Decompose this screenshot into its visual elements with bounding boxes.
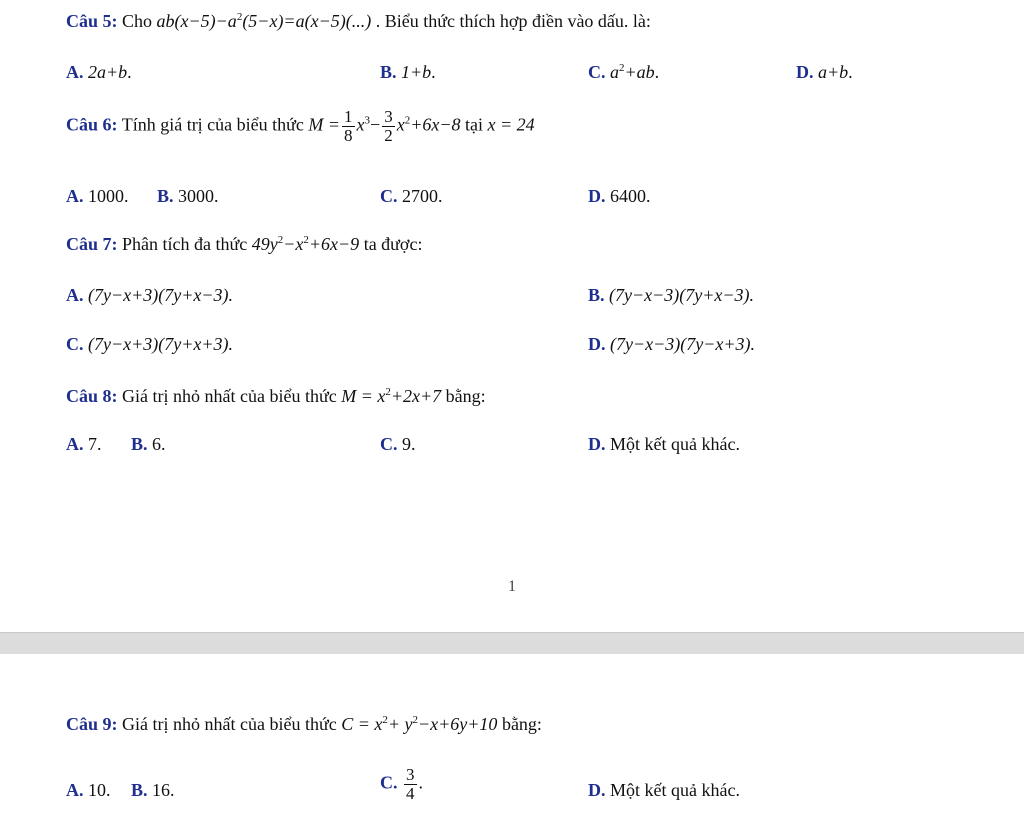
expression-part: x — [356, 114, 365, 135]
question-5 — [66, 11, 651, 32]
page-number: 1 — [508, 578, 516, 595]
exponent: 2 — [412, 714, 419, 726]
option-letter: A. — [66, 780, 84, 800]
exponent: 2 — [303, 234, 309, 246]
option-letter: A. — [66, 285, 84, 305]
option-letter: C. — [588, 62, 606, 82]
denominator: 2 — [384, 125, 393, 145]
expression-part: − — [370, 114, 381, 135]
option-text: 10. — [88, 780, 111, 800]
exponent: 3 — [364, 114, 371, 127]
option-b — [131, 434, 166, 455]
question-7 — [66, 234, 422, 255]
option-text: +ab — [624, 62, 655, 82]
option-text: 2a+b — [88, 62, 128, 82]
question-suffix: bằng: — [445, 386, 486, 406]
option-b — [157, 186, 219, 207]
option-text: (7y−x+3)(7y+x+3). — [88, 334, 234, 354]
option-dot: . — [848, 62, 853, 82]
option-c — [380, 766, 423, 803]
document-page-2 — [0, 654, 1024, 840]
option-b — [131, 780, 175, 801]
option-text: (7y−x−3)(7y+x−3). — [609, 285, 755, 305]
option-letter: B. — [588, 285, 605, 305]
option-d — [588, 780, 740, 801]
question-suffix: bằng: — [501, 714, 542, 734]
expression-part: M = — [308, 114, 341, 135]
option-letter: B. — [157, 186, 174, 206]
option-c — [66, 334, 233, 355]
expression-part: +2x+7 — [390, 386, 442, 406]
expression-part: (5−x)=a(x−5)(...) — [242, 11, 372, 31]
option-text: (7y−x−3)(7y−x+3). — [610, 334, 756, 354]
option-letter: D. — [588, 780, 606, 800]
question-suffix: . Biểu thức thích hợp điền vào dấu. là: — [375, 11, 651, 31]
expression-part: C = x — [341, 714, 383, 734]
exponent: 2 — [385, 386, 391, 398]
option-d — [588, 334, 755, 355]
question-connector: tại — [465, 114, 483, 135]
option-a — [66, 780, 111, 801]
option-letter: D. — [796, 62, 814, 82]
condition: x = 24 — [487, 114, 535, 135]
fraction — [404, 766, 417, 803]
denominator: 8 — [344, 125, 353, 145]
question-label: Câu 7: — [66, 234, 118, 254]
option-text: Một kết quả khác. — [610, 780, 740, 800]
option-text: 3000. — [178, 186, 219, 206]
option-text: 6. — [152, 434, 166, 454]
question-label: Câu 5: — [66, 11, 118, 31]
expression-part: x — [396, 114, 405, 135]
option-letter: A. — [66, 62, 84, 82]
option-text: 2700. — [402, 186, 443, 206]
exponent: 2 — [404, 114, 411, 127]
option-text: 1000. — [88, 186, 129, 206]
option-dot: . — [654, 62, 660, 82]
option-dot: . — [431, 62, 436, 82]
option-a — [66, 62, 132, 83]
question-prefix: Cho — [122, 11, 153, 31]
question-prefix: Giá trị nhỏ nhất của biểu thức — [122, 714, 337, 734]
question-6 — [66, 108, 535, 145]
question-label: Câu 9: — [66, 714, 118, 734]
option-b — [588, 285, 754, 306]
exponent: 2 — [382, 714, 388, 726]
option-c — [380, 434, 416, 455]
option-text: 6400. — [610, 186, 651, 206]
fraction — [382, 108, 395, 145]
expression-part: −x — [283, 234, 304, 254]
expression-part: 49y — [251, 234, 278, 254]
exponent: 2 — [277, 234, 284, 246]
option-letter: D. — [588, 186, 606, 206]
option-letter: C. — [380, 772, 398, 793]
question-prefix: Giá trị nhỏ nhất của biểu thức — [122, 386, 337, 406]
question-8 — [66, 386, 486, 407]
option-text: Một kết quả khác. — [610, 434, 740, 454]
option-letter: C. — [380, 186, 398, 206]
question-suffix: ta được: — [363, 234, 423, 254]
option-c — [588, 62, 659, 83]
option-c — [380, 186, 443, 207]
option-b — [380, 62, 436, 83]
exponent: 2 — [236, 11, 243, 23]
option-a — [66, 434, 102, 455]
option-a — [66, 285, 233, 306]
option-text: a — [610, 62, 619, 82]
option-letter: A. — [66, 434, 84, 454]
option-letter: A. — [66, 186, 84, 206]
option-text: 1+b — [401, 62, 432, 82]
option-text: 7. — [88, 434, 102, 454]
option-dot: . — [418, 772, 423, 793]
option-d — [588, 186, 651, 207]
option-d — [796, 62, 853, 83]
option-text: a+b — [818, 62, 849, 82]
option-text: 16. — [152, 780, 175, 800]
expression-part: ab(x−5)−a — [156, 11, 237, 31]
option-text: 9. — [402, 434, 416, 454]
numerator: 1 — [344, 107, 353, 126]
expression-part: −x+6y+10 — [418, 714, 498, 734]
expression-part: +6x−8 — [410, 114, 461, 135]
option-letter: B. — [131, 434, 148, 454]
denominator: 4 — [406, 783, 415, 803]
question-label: Câu 8: — [66, 386, 118, 406]
option-letter: B. — [131, 780, 148, 800]
page-separator — [0, 632, 1024, 655]
numerator: 3 — [406, 765, 415, 784]
option-letter: D. — [588, 434, 606, 454]
option-a — [66, 186, 129, 207]
question-label: Câu 6: — [66, 114, 118, 135]
numerator: 3 — [384, 107, 393, 126]
question-9 — [66, 714, 542, 735]
option-text: (7y−x+3)(7y+x−3). — [88, 285, 234, 305]
expression-part: M = x — [341, 386, 386, 406]
exponent: 2 — [619, 62, 625, 74]
option-letter: D. — [588, 334, 606, 354]
option-letter: C. — [380, 434, 398, 454]
expression-part: + y — [387, 714, 413, 734]
question-prefix: Phân tích đa thức — [122, 234, 248, 254]
expression-part: +6x−9 — [308, 234, 360, 254]
question-prefix: Tính giá trị của biểu thức — [121, 114, 304, 135]
option-d — [588, 434, 740, 455]
option-dot: . — [127, 62, 132, 82]
option-letter: B. — [380, 62, 397, 82]
fraction — [342, 108, 355, 145]
option-letter: C. — [66, 334, 84, 354]
